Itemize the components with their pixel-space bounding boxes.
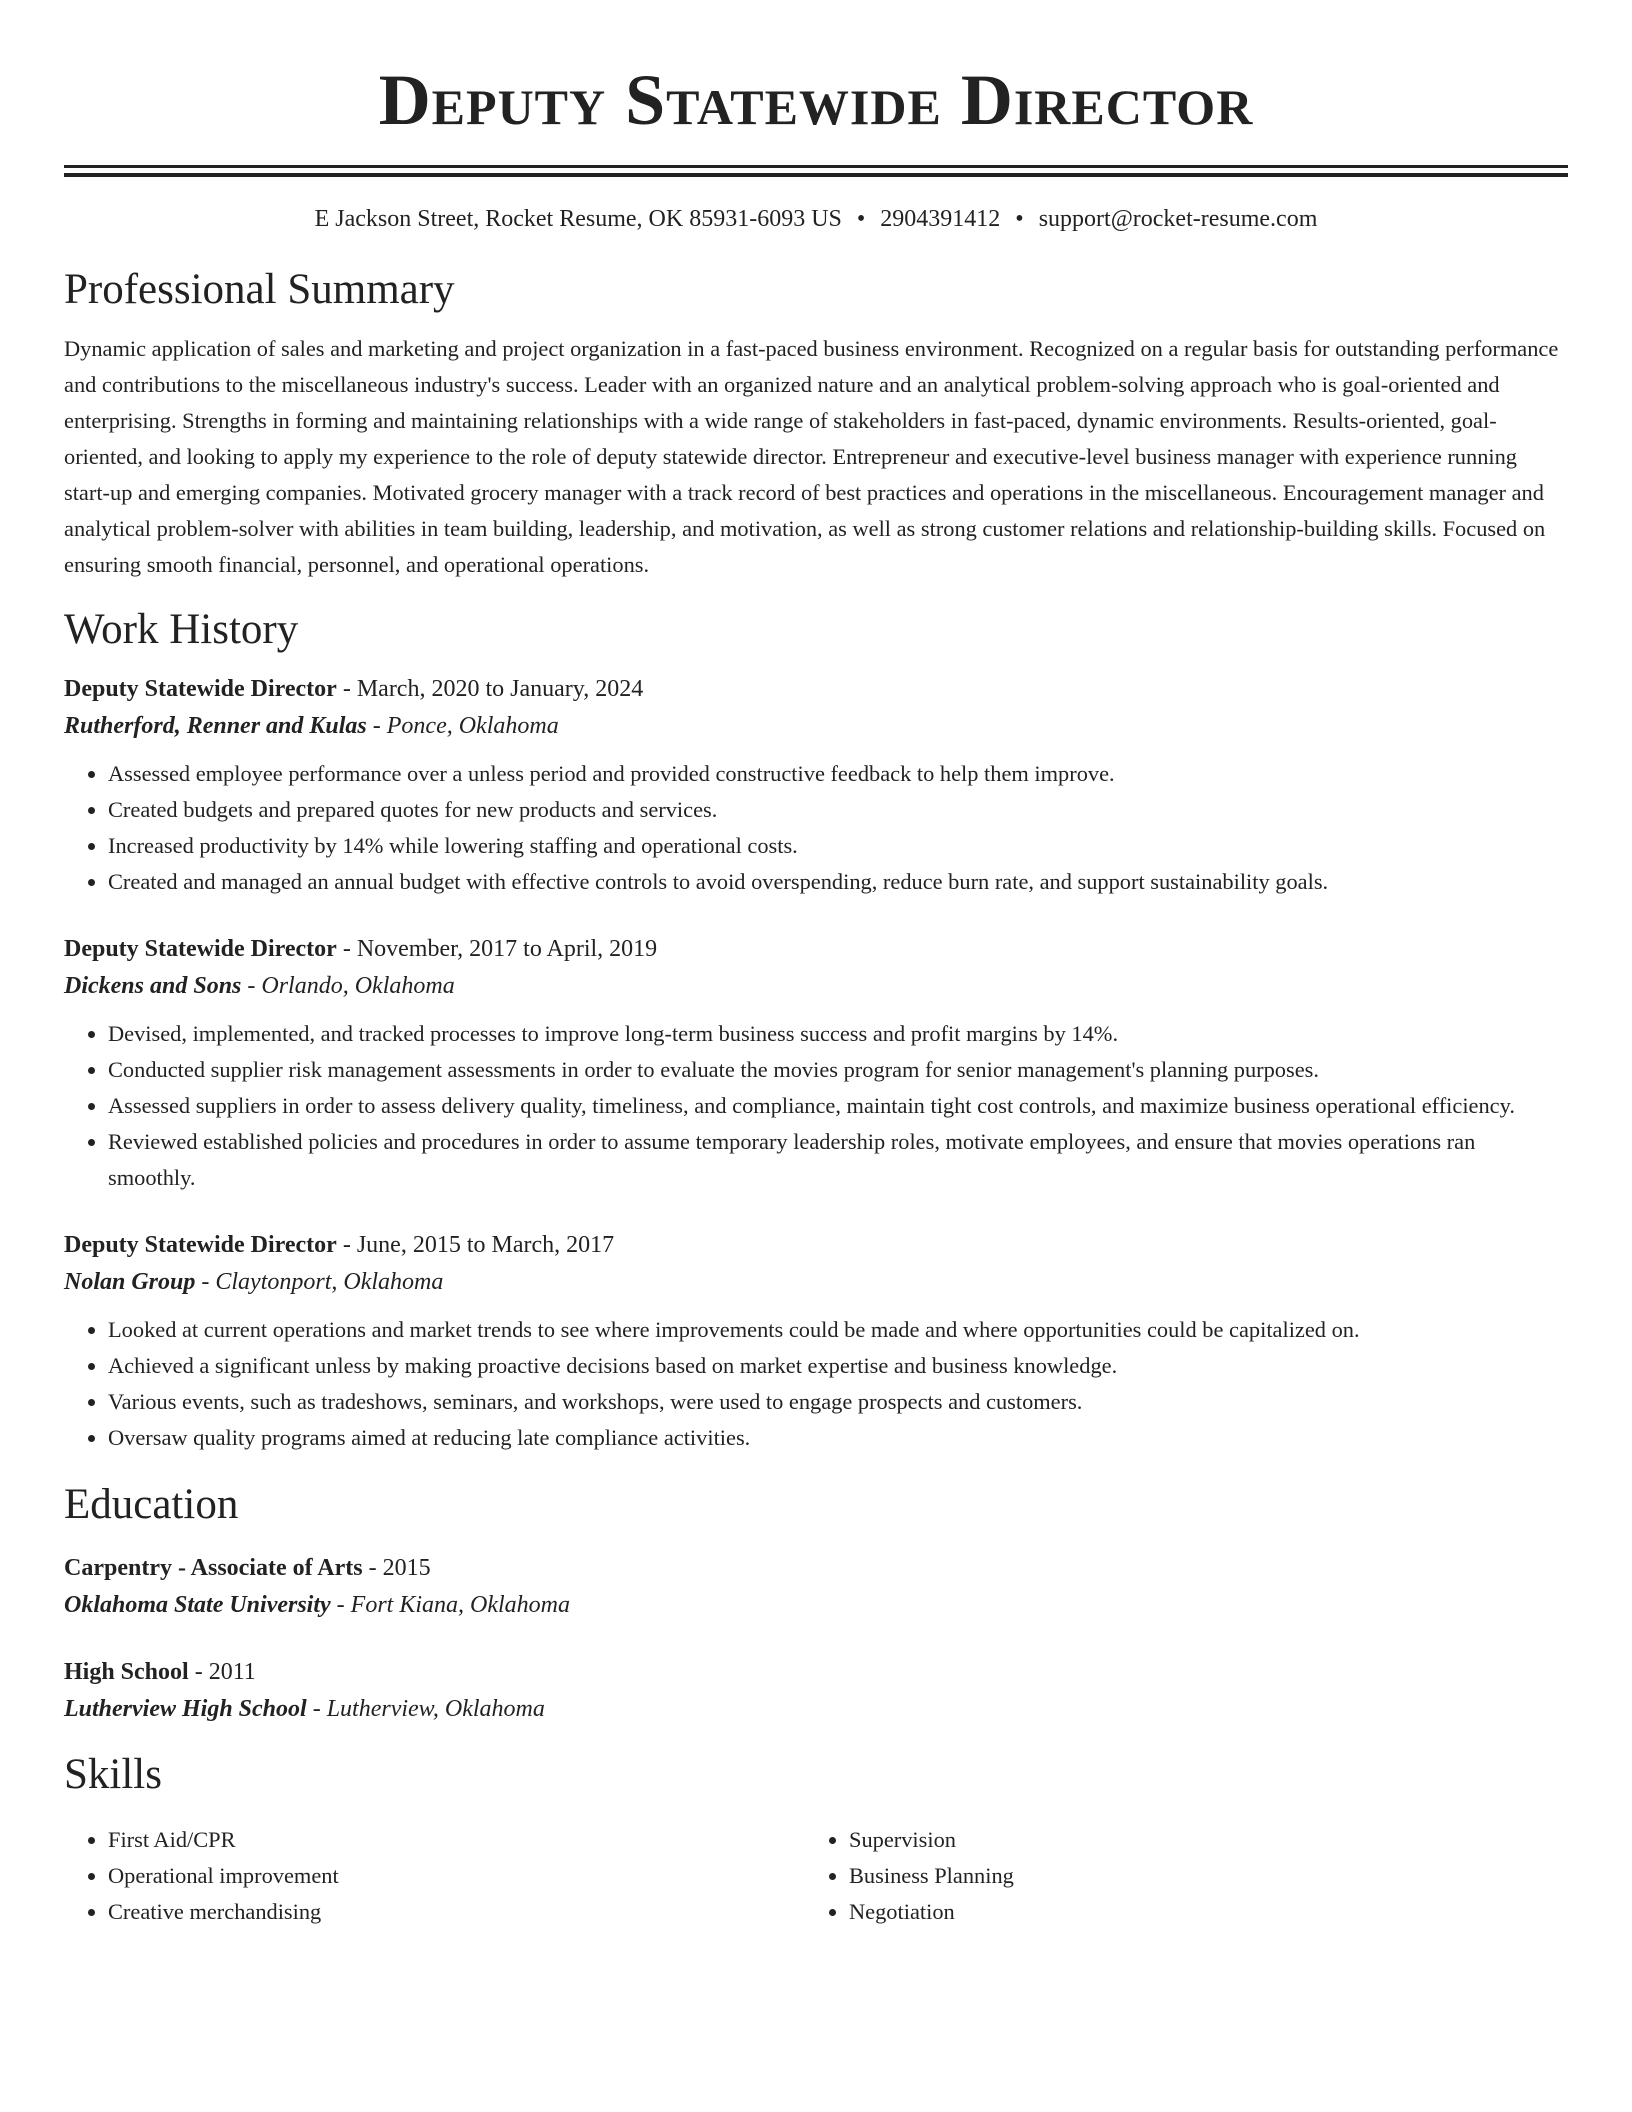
skill-item: • Supervision — [849, 1822, 1546, 1858]
education-entry — [64, 1654, 1568, 1728]
section-title-education: Education — [64, 1481, 239, 1528]
skill-item: • Operational improvement — [108, 1858, 805, 1894]
job-entry — [64, 1229, 1568, 1456]
education-school: Lutherview High School — [64, 1696, 307, 1722]
job-dates: - March, 2020 to January, 2024 — [336, 676, 644, 702]
education-entry — [64, 1550, 1568, 1624]
skill-item: • Negotiation — [849, 1894, 1546, 1930]
resume-name: Deputy Statewide Director — [378, 60, 1254, 140]
job-bullet: • Created and managed an annual budget with effective controls to avoid overspending, reduce burn rate, and support sustainability goals. — [108, 864, 1568, 900]
job-bullet: • Devised, implemented, and tracked processes to improve long-term business success and profit margins by 14%. — [108, 1016, 1568, 1052]
job-dates: - November, 2017 to April, 2019 — [336, 936, 658, 962]
section-title-skills: Skills — [64, 1751, 162, 1798]
skills-columns — [64, 1822, 1568, 1930]
contact-line — [64, 203, 1568, 235]
education-institution — [64, 1691, 1568, 1728]
job-entry — [64, 933, 1568, 1196]
job-bullet: • Achieved a significant unless by making proactive decisions based on market expertise and business knowledge. — [108, 1348, 1568, 1384]
section-title-summary: Professional Summary — [64, 266, 455, 313]
job-location: - Ponce, Oklahoma — [366, 713, 559, 739]
job-role: Deputy Statewide Director — [64, 676, 337, 702]
header-double-rule — [64, 165, 1568, 177]
education-year: - 2011 — [188, 1659, 256, 1685]
job-heading — [64, 1229, 1568, 1262]
job-role: Deputy Statewide Director — [64, 1232, 337, 1258]
contact-separator: • — [856, 206, 866, 232]
job-dates: - June, 2015 to March, 2017 — [336, 1232, 615, 1258]
job-bullets — [64, 1016, 1568, 1196]
job-employer — [64, 1262, 1568, 1302]
education-institution — [64, 1587, 1568, 1624]
job-bullet: • Reviewed established policies and procedures in order to assume temporary leadership roles, motivate employees, and ensure that movies operations ran smoothly. — [108, 1124, 1568, 1196]
job-location: - Claytonport, Oklahoma — [195, 1269, 444, 1295]
job-company: Nolan Group — [64, 1269, 196, 1295]
education-year: - 2015 — [362, 1555, 431, 1581]
job-bullet: • Conducted supplier risk management assessments in order to evaluate the movies program for senior management's planning purposes. — [108, 1052, 1568, 1088]
contact-separator: • — [1015, 206, 1024, 232]
section-title-work: Work History — [64, 606, 299, 653]
education-degree: Carpentry - Associate of Arts — [64, 1555, 363, 1581]
education-heading — [64, 1654, 1568, 1691]
summary-text: Dynamic application of sales and marketing and project organization in a fast-paced business environment. Recognized on a regular basis for outstanding performance and contributions to the miscellaneous industry's success. Leader with an organized nature and an analytical problem-solving approach who is goal-oriented and enterprising. Strengths in forming and maintaining relationships with a wide range of stakeholders in fast-paced, dynamic environments. Results-oriented, goal-oriented, and looking to apply my experience to the role of deputy statewide director. Entrepreneur and executive-level business manager with experience running start-up and emerging companies. Motivated grocery manager with a track record of best practices and operations in the miscellaneous. Encouragement manager and analytical problem-solver with abilities in team building, leadership, and motivation, as well as strong customer relations and relationship-building skills. Focused on ensuring smooth financial, personnel, and operational operations. — [64, 336, 1559, 577]
job-role: Deputy Statewide Director — [64, 936, 337, 962]
job-bullets — [64, 1312, 1568, 1456]
job-heading — [64, 673, 1568, 706]
job-heading — [64, 933, 1568, 966]
job-bullet: • Assessed employee performance over a unless period and provided constructive feedback to help them improve. — [108, 756, 1568, 792]
job-bullet: • Looked at current operations and market trends to see where improvements could be made and where opportunities could be capitalized on. — [108, 1312, 1568, 1348]
job-entry — [64, 673, 1568, 900]
contact-phone: 2904391412 — [880, 206, 1001, 232]
job-bullet: • Created budgets and prepared quotes for new products and services. — [108, 792, 1568, 828]
education-location: - Lutherview, Oklahoma — [306, 1696, 545, 1722]
education-school: Oklahoma State University — [64, 1592, 331, 1618]
education-degree: High School — [64, 1659, 189, 1685]
skill-item: • Creative merchandising — [108, 1894, 805, 1930]
job-employer — [64, 966, 1568, 1006]
job-bullets — [64, 756, 1568, 900]
skills-column-left — [64, 1822, 805, 1930]
job-location: - Orlando, Oklahoma — [241, 973, 455, 999]
job-bullet: • Various events, such as tradeshows, seminars, and workshops, were used to engage prospects and customers. — [108, 1384, 1568, 1420]
skills-column-right — [805, 1822, 1546, 1930]
contact-address: E Jackson Street, Rocket Resume, OK 85931-6093 US — [314, 206, 842, 232]
skill-item: • Business Planning — [849, 1858, 1546, 1894]
job-bullet: • Assessed suppliers in order to assess delivery quality, timeliness, and compliance, maintain tight cost controls, and maximize business operational efficiency. — [108, 1088, 1568, 1124]
job-company: Rutherford, Renner and Kulas — [64, 713, 367, 739]
contact-email: support@rocket-resume.com — [1038, 206, 1318, 232]
skill-item: • First Aid/CPR — [108, 1822, 805, 1858]
education-location: - Fort Kiana, Oklahoma — [330, 1592, 570, 1618]
education-heading — [64, 1550, 1568, 1587]
job-bullet: • Increased productivity by 14% while lowering staffing and operational costs. — [108, 828, 1568, 864]
job-company: Dickens and Sons — [64, 973, 242, 999]
job-bullet: • Oversaw quality programs aimed at reducing late compliance activities. — [108, 1420, 1568, 1456]
job-employer — [64, 706, 1568, 746]
